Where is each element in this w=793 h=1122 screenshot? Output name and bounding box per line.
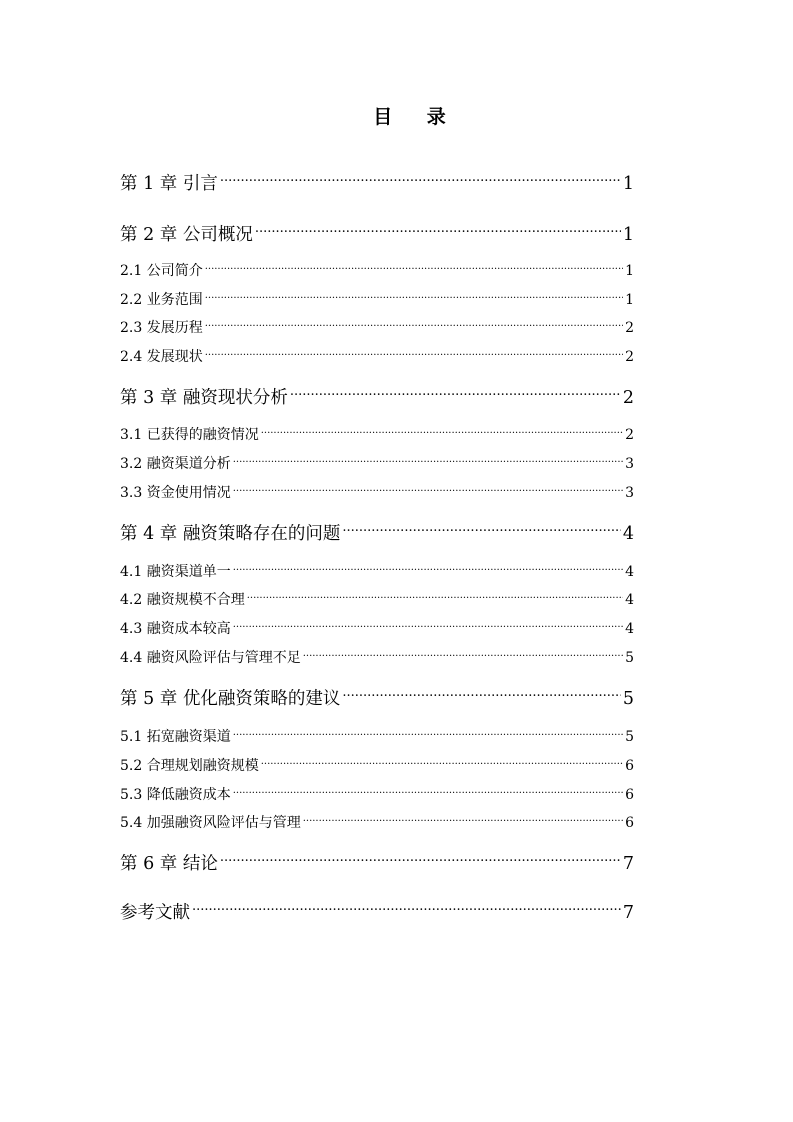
dot-leader	[247, 590, 623, 604]
toc-entry-label: 第 5 章 优化融资策略的建议	[120, 688, 341, 709]
dot-leader	[261, 425, 623, 439]
toc-entry-page: 4	[625, 592, 634, 608]
toc-entry-page: 2	[625, 427, 634, 443]
dot-leader	[233, 727, 623, 741]
dot-leader	[233, 619, 623, 633]
toc-entry-label: 5.4 加强融资风险评估与管理	[120, 815, 301, 831]
toc-entry-label: 2.3 发展历程	[120, 320, 203, 336]
dot-leader	[233, 483, 623, 497]
toc-entry[interactable]	[120, 347, 634, 367]
toc-entry-label: 第 1 章 引言	[120, 173, 218, 194]
toc-entry-page: 4	[625, 621, 634, 637]
toc-entry[interactable]	[120, 290, 634, 310]
toc-entry-label: 4.3 融资成本较高	[120, 621, 231, 637]
dot-leader	[303, 648, 623, 662]
toc-entry[interactable]	[120, 171, 634, 196]
toc-entry-page: 4	[625, 564, 634, 580]
toc-entry-label: 3.3 资金使用情况	[120, 485, 231, 501]
toc-entry-label: 2.4 发展现状	[120, 349, 203, 365]
toc-entry-page: 3	[625, 456, 634, 472]
dot-leader	[192, 900, 621, 918]
toc-entry-label: 5.3 降低融资成本	[120, 787, 231, 803]
dot-leader	[261, 756, 623, 770]
dot-leader	[233, 562, 623, 576]
toc-entry[interactable]	[120, 727, 634, 747]
dot-leader	[205, 347, 623, 361]
toc-entry-label: 2.1 公司简介	[120, 263, 203, 279]
toc-entry[interactable]	[120, 756, 634, 776]
toc-entry-page: 1	[622, 224, 634, 245]
toc-entry-label: 参考文献	[120, 902, 190, 923]
toc-entry-page: 6	[625, 815, 634, 831]
toc-entry-page: 7	[622, 853, 634, 874]
toc-entry-page: 5	[625, 729, 634, 745]
toc-entry-label: 5.1 拓宽融资渠道	[120, 729, 231, 745]
dot-leader	[342, 686, 621, 704]
toc-entry-label: 第 4 章 融资策略存在的问题	[120, 523, 341, 544]
dot-leader	[233, 785, 623, 799]
toc-entry[interactable]	[120, 385, 634, 410]
toc-entry-label: 5.2 合理规划融资规模	[120, 758, 259, 774]
toc-entry[interactable]	[120, 483, 634, 503]
toc-entry-page: 7	[622, 902, 634, 923]
toc-entry[interactable]	[120, 261, 634, 281]
dot-leader	[205, 318, 623, 332]
dot-leader	[220, 851, 621, 869]
toc-entry-page: 5	[622, 688, 634, 709]
toc-entry-page: 5	[625, 650, 634, 666]
dot-leader	[342, 521, 621, 539]
toc-entry[interactable]	[120, 222, 634, 247]
toc-entry-page: 2	[625, 320, 634, 336]
toc-entry[interactable]	[120, 454, 634, 474]
toc-entry[interactable]	[120, 318, 634, 338]
toc-entry[interactable]	[120, 648, 634, 668]
dot-leader	[303, 813, 623, 827]
toc-entry-label: 4.2 融资规模不合理	[120, 592, 245, 608]
toc-entry-page: 1	[622, 173, 634, 194]
dot-leader	[290, 385, 621, 403]
toc-entry[interactable]	[120, 521, 634, 546]
dot-leader	[233, 454, 623, 468]
toc-entry-label: 第 6 章 结论	[120, 853, 218, 874]
toc-entry-page: 2	[622, 387, 634, 408]
toc-entry-page: 1	[625, 292, 634, 308]
toc-entry[interactable]	[120, 813, 634, 833]
toc-entry[interactable]	[120, 851, 634, 876]
dot-leader	[255, 222, 621, 240]
toc-entry-page: 6	[625, 758, 634, 774]
toc-entry-label: 3.1 已获得的融资情况	[120, 427, 259, 443]
toc-entry-page: 4	[622, 523, 634, 544]
toc-entry-label: 3.2 融资渠道分析	[120, 456, 231, 472]
toc-entry-label: 第 3 章 融资现状分析	[120, 387, 288, 408]
toc-entry[interactable]	[120, 900, 634, 925]
toc-entry-label: 4.1 融资渠道单一	[120, 564, 231, 580]
toc-entry[interactable]	[120, 686, 634, 711]
toc-entry-page: 1	[625, 263, 634, 279]
toc-entry[interactable]	[120, 425, 634, 445]
toc-title: 目 录	[373, 106, 460, 128]
toc-entry-page: 3	[625, 485, 634, 501]
toc-entry[interactable]	[120, 619, 634, 639]
toc-entry-label: 2.2 业务范围	[120, 292, 203, 308]
toc-entry[interactable]	[120, 785, 634, 805]
toc-entry-label: 第 2 章 公司概况	[120, 224, 253, 245]
toc-entry-label: 4.4 融资风险评估与管理不足	[120, 650, 301, 666]
dot-leader	[205, 261, 623, 275]
toc-entry-page: 2	[625, 349, 634, 365]
dot-leader	[205, 290, 623, 304]
toc-entry[interactable]	[120, 590, 634, 610]
dot-leader	[220, 171, 621, 189]
toc-entry[interactable]	[120, 562, 634, 582]
toc-entry-page: 6	[625, 787, 634, 803]
